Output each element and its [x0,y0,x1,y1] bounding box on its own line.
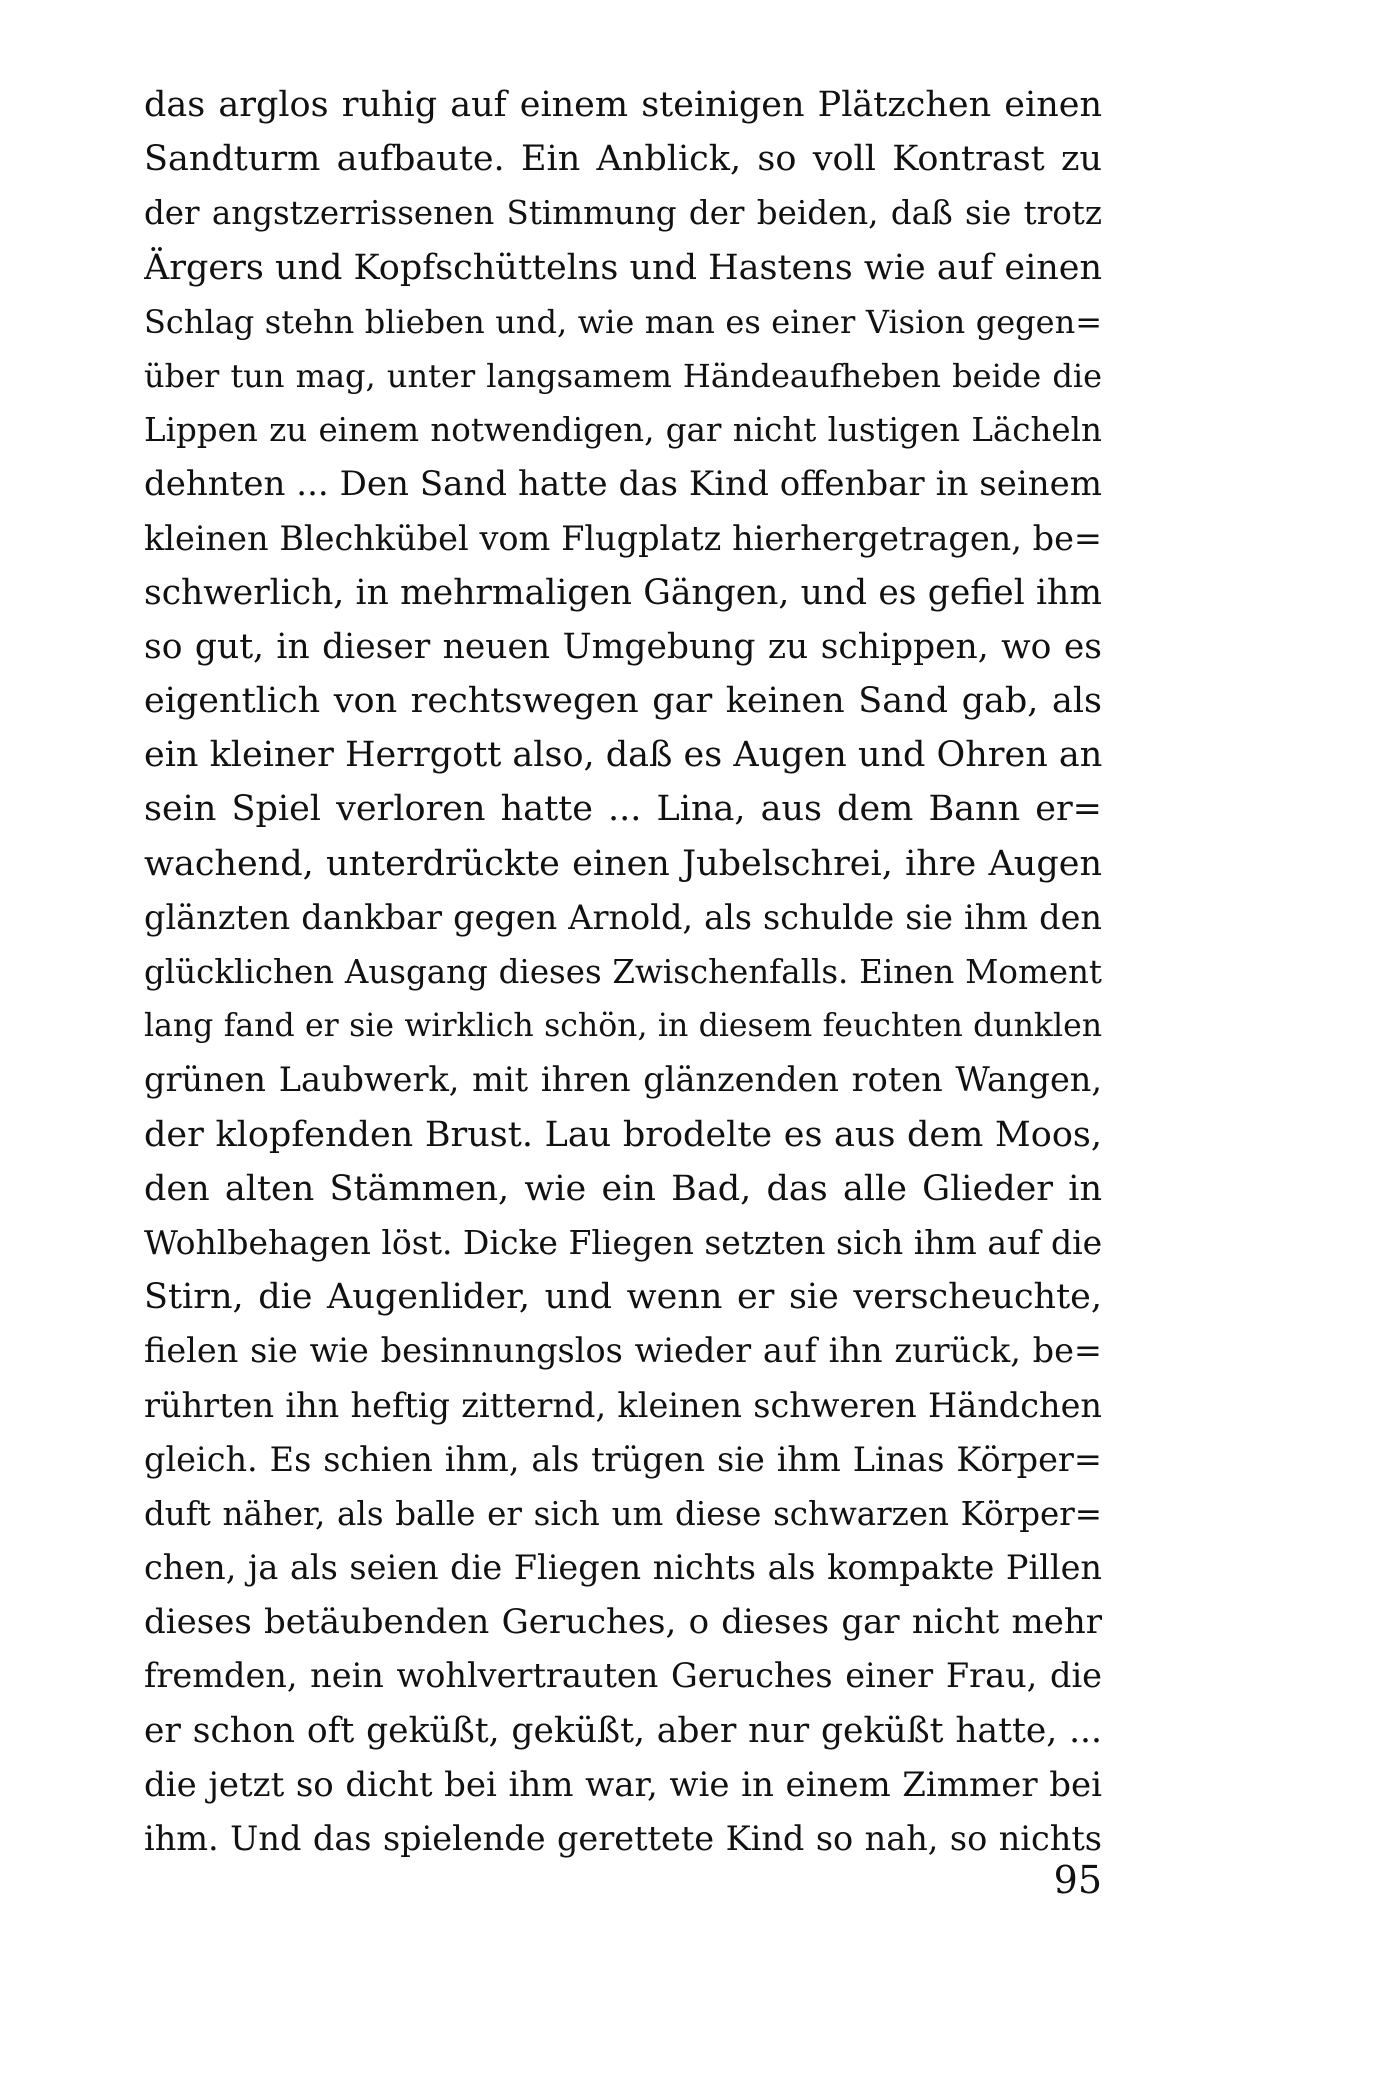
text-line: das arglos ruhig auf einem steinigen Plätzchen einen [144,85,1102,125]
text-line: Sandturm aufbaute. Ein Anblick, so voll Kontrast zu [144,139,1102,180]
text-line: Wohlbehagen löst. Dicke Fliegen setzten sich ihm auf die [144,1222,1102,1262]
text-line: fielen sie wie besinnungslos wieder auf ihn zurück, be= [144,1331,1102,1371]
text-line: fremden, nein wohlvertrauten Geruches einer Frau, die [144,1656,1102,1696]
body-text [144,78,1102,1866]
text-line: er schon oft geküßt, geküßt, aber nur geküßt hatte, ... [144,1710,1102,1751]
text-line: schwerlich, in mehrmaligen Gängen, und es gefiel ihm [144,572,1102,613]
text-line: duft näher, als balle er sich um diese schwarzen Körper= [144,1494,1102,1533]
text-line: über tun mag, unter langsamem Händeaufheben beide die [144,356,1102,395]
text-line: ein kleiner Herrgott also, daß es Augen und Ohren an [144,735,1102,776]
text-line: glücklichen Ausgang dieses Zwischenfalls. Einen Moment [144,953,1102,991]
text-line: Lippen zu einem notwendigen, gar nicht lustigen Lächeln [144,411,1102,450]
text-line: wachend, unterdrückte einen Jubelschrei, ihre Augen [144,843,1102,884]
text-line: grünen Laubwerk, mit ihren glänzenden roten Wangen, [144,1060,1102,1100]
text-line: rührten ihn heftig zitternd, kleinen schweren Händchen [144,1385,1102,1425]
text-line: der klopfenden Brust. Lau brodelte es aus dem Moos, [144,1114,1102,1155]
text-line: chen, ja als seien die Fliegen nichts als kompakte Pillen [144,1548,1102,1588]
text-line: lang fand er sie wirklich schön, in diesem feuchten dunklen [144,1008,1102,1045]
text-line: die jetzt so dicht bei ihm war, wie in einem Zimmer bei [144,1764,1102,1805]
text-line: sein Spiel verloren hatte ... Lina, aus dem Bann er= [144,789,1102,830]
text-line: glänzten dankbar gegen Arnold, als schulde sie ihm den [144,897,1102,937]
text-line: Ärgers und Kopfschüttelns und Hastens wie auf einen [144,247,1102,288]
page-number: 95 [1053,1858,1102,1902]
text-line: den alten Stämmen, wie ein Bad, das alle Glieder in [144,1168,1102,1209]
text-line: Schlag stehn blieben und, wie man es einer Vision gegen= [144,302,1102,341]
text-line: dieses betäubenden Geruches, o dieses gar nicht mehr [144,1602,1102,1643]
text-line: eigentlich von rechtswegen gar keinen Sand gab, als [144,681,1102,722]
text-line: Stirn, die Augenlider, und wenn er sie verscheuchte, [144,1277,1102,1318]
text-line: dehnten ... Den Sand hatte das Kind offenbar in seinem [144,464,1102,505]
text-line: kleinen Blechkübel vom Flugplatz hierhergetragen, be= [144,518,1102,558]
text-line: ihm. Und das spielende gerettete Kind so nah, so nichts [144,1819,1102,1858]
text-line: so gut, in dieser neuen Umgebung zu schippen, wo es [144,626,1102,667]
text-line: gleich. Es schien ihm, als trügen sie ihm Linas Körper= [144,1439,1102,1479]
text-line: der angstzerrissenen Stimmung der beiden, daß sie trotz [144,194,1102,233]
